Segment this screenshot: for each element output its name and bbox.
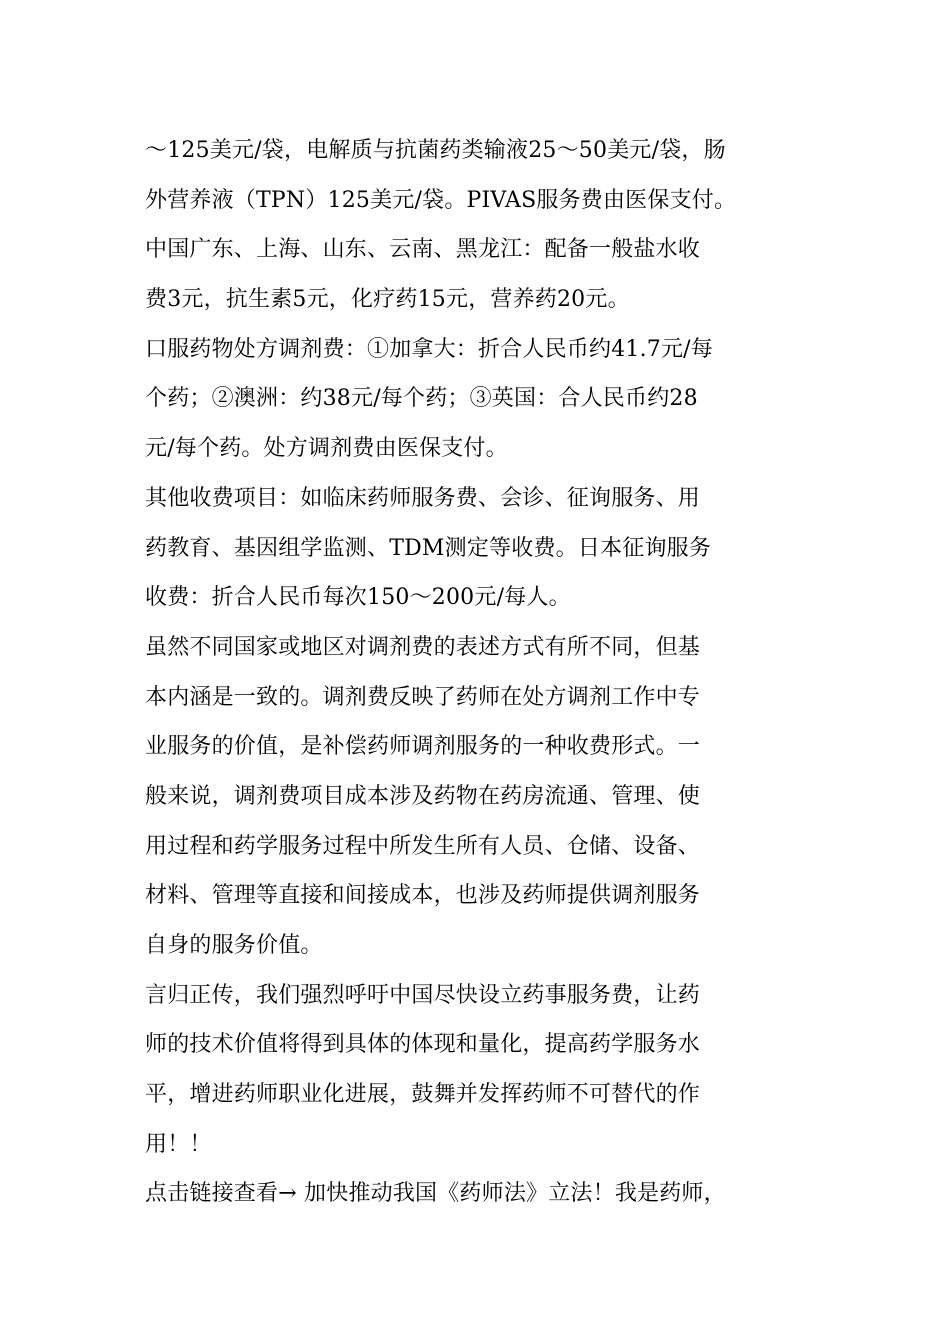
- text-line: ～125美元/袋，电解质与抗菌药类输液25～50美元/袋，肠: [145, 138, 726, 163]
- text-line: 用！！: [145, 1131, 212, 1157]
- text-line: 师的技术价值将得到具体的体现和量化，提高药学服务水: [145, 1032, 701, 1058]
- text-line: 口服药物处方调剂费：①加拿大：折合人民币约41.7元/每: [145, 336, 713, 362]
- text-line: 平，增进药师职业化进展，鼓舞并发挥药师不可替代的作: [145, 1082, 701, 1108]
- text-line: 本内涵是一致的。调剂费反映了药师在处方调剂工作中专: [145, 684, 701, 710]
- text-line: 收费：折合人民币每次150～200元/每人。: [145, 585, 571, 611]
- text-line: 般来说，调剂费项目成本涉及药物在药房流通、管理、使: [145, 783, 701, 809]
- text-line: 药教育、基因组学监测、TDM测定等收费。日本征询服务: [145, 535, 712, 561]
- text-line: 业服务的价值，是补偿药师调剂服务的一种收费形式。一: [145, 734, 701, 760]
- text-line: 虽然不同国家或地区对调剂费的表述方式有所不同，但基: [145, 634, 701, 660]
- text-line: 材料、管理等直接和间接成本，也涉及药师提供调剂服务: [145, 883, 701, 909]
- text-line: 其他收费项目：如临床药师服务费、会诊、征询服务、用: [145, 485, 701, 511]
- text-line: 自身的服务价值。: [145, 933, 323, 958]
- link-line[interactable]: 点击链接查看→ 加快推动我国《药师法》立法！我是药师，: [145, 1181, 726, 1207]
- text-line: 费3元，抗生素5元，化疗药15元，营养药20元。: [145, 287, 630, 313]
- text-line: 用过程和药学服务过程中所发生所有人员、仓储、设备、: [145, 833, 701, 859]
- document-body: [145, 126, 815, 1219]
- text-line: 言归正传，我们强烈呼吁中国尽快设立药事服务费，让药: [145, 982, 701, 1008]
- text-line: 中国广东、上海、山东、云南、黑龙江：配备一般盐水收: [145, 237, 701, 263]
- text-line: 个药；②澳洲：约38元/每个药；③英国：合人民币约28: [145, 386, 698, 412]
- text-line: 外营养液（TPN）125美元/袋。PIVAS服务费由医保支付。: [145, 187, 737, 213]
- text-line: 元/每个药。处方调剂费由医保支付。: [145, 436, 508, 462]
